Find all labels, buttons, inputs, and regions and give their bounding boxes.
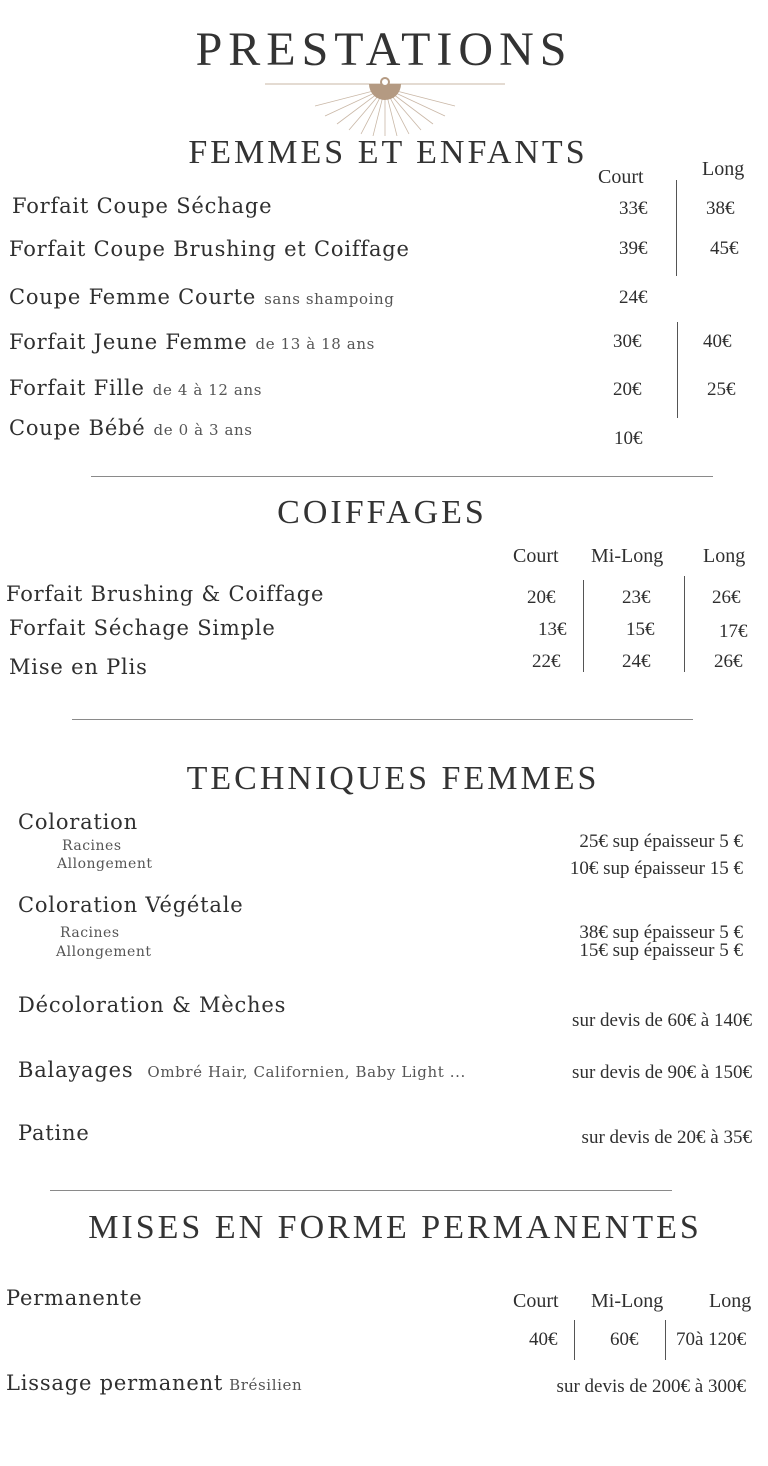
price-range: 15€ sup épaisseur 5 € <box>579 940 743 961</box>
section-title-permanentes: MISES EN FORME PERMANENTES <box>88 1209 702 1246</box>
list-item <box>9 237 410 261</box>
price-court: 33€ <box>619 198 648 219</box>
price-range: sur devis de 60€ à 140€ <box>572 1010 752 1031</box>
price-milong: 60€ <box>610 1329 639 1350</box>
list-item <box>12 194 272 218</box>
service-option: Allongement <box>57 856 153 872</box>
service-name: Coloration Végétale <box>18 893 244 917</box>
service-name: Forfait Brushing & Coiffage <box>6 582 325 606</box>
price-range: 25€ sup épaisseur 5 € <box>579 831 743 852</box>
price-range: 38€ sup épaisseur 5 € <box>579 922 743 943</box>
column-divider <box>676 180 677 276</box>
price-court: 30€ <box>613 331 642 352</box>
price-court: 20€ <box>613 379 642 400</box>
section-title-techniques: TECHNIQUES FEMMES <box>186 760 600 797</box>
price-court: 20€ <box>527 587 556 608</box>
list-item <box>18 1058 466 1082</box>
col-header-court: Court <box>513 1290 559 1312</box>
price-court: 13€ <box>538 619 567 640</box>
service-name: Coloration <box>18 810 138 834</box>
col-header-long: Long <box>703 545 746 567</box>
service-option: Racines <box>62 838 122 854</box>
price-milong: 15€ <box>626 619 655 640</box>
service-name: Patine <box>18 1121 90 1145</box>
service-name: Lissage permanent <box>6 1371 224 1395</box>
price-milong: 24€ <box>622 651 651 672</box>
service-name: Forfait Fille <box>9 376 145 400</box>
service-option: Racines <box>60 925 120 941</box>
column-divider <box>684 576 685 672</box>
section-divider <box>91 476 713 477</box>
service-option: Allongement <box>56 944 152 960</box>
col-header-milong: Mi-Long <box>591 545 664 567</box>
price-court: 40€ <box>529 1329 558 1350</box>
page-title: PRESTATIONS <box>195 23 573 76</box>
price-long: 70à 120€ <box>676 1329 747 1350</box>
list-item <box>9 330 375 354</box>
col-header-milong: Mi-Long <box>591 1290 664 1312</box>
service-note: de 4 à 12 ans <box>152 381 263 399</box>
list-item <box>9 376 262 400</box>
section-divider <box>72 719 693 720</box>
column-divider <box>677 322 678 418</box>
sunburst-ornament-icon <box>265 76 505 136</box>
section-title-coiffages: COIFFAGES <box>277 494 487 531</box>
price-long: 26€ <box>714 651 743 672</box>
section-divider <box>50 1190 672 1191</box>
col-header-court: Court <box>513 545 559 567</box>
price-long: 26€ <box>712 587 741 608</box>
service-note: de 0 à 3 ans <box>153 421 253 439</box>
list-item <box>9 285 395 309</box>
price-range: sur devis de 90€ à 150€ <box>572 1062 752 1083</box>
column-divider <box>583 580 584 672</box>
price-long: 45€ <box>710 238 739 259</box>
column-divider <box>574 1320 575 1360</box>
price-range: 10€ sup épaisseur 15 € <box>569 858 743 879</box>
col-header-long: Long <box>702 158 745 180</box>
price-range: sur devis de 20€ à 35€ <box>581 1127 752 1148</box>
column-divider <box>665 1320 666 1360</box>
service-name: Forfait Coupe Séchage <box>12 194 273 218</box>
col-header-court: Court <box>598 166 644 188</box>
service-name: Décoloration & Mèches <box>18 993 287 1017</box>
service-name: Mise en Plis <box>9 655 148 679</box>
section-title-femmes: FEMMES ET ENFANTS <box>188 134 588 171</box>
service-note: Ombré Hair, Californien, Baby Light ... <box>147 1063 466 1081</box>
service-name: Forfait Séchage Simple <box>9 616 276 640</box>
service-name: Forfait Jeune Femme <box>9 330 248 354</box>
service-name: Coupe Femme Courte <box>9 285 257 309</box>
price-court: 24€ <box>619 287 648 308</box>
service-name: Coupe Bébé <box>9 416 146 440</box>
price-court: 10€ <box>614 428 643 449</box>
service-name: Balayages <box>18 1058 134 1082</box>
price-range: sur devis de 200€ à 300€ <box>556 1376 746 1397</box>
list-item <box>9 416 253 440</box>
service-note: sans shampoing <box>264 290 395 308</box>
list-item <box>6 1371 302 1395</box>
service-name: Permanente <box>6 1286 143 1310</box>
price-long: 17€ <box>719 621 748 642</box>
price-long: 25€ <box>707 379 736 400</box>
price-court: 22€ <box>532 651 561 672</box>
price-long: 38€ <box>706 198 735 219</box>
service-note: Brésilien <box>229 1376 303 1394</box>
service-name: Forfait Coupe Brushing et Coiffage <box>9 237 410 261</box>
price-court: 39€ <box>619 238 648 259</box>
price-long: 40€ <box>703 331 732 352</box>
price-milong: 23€ <box>622 587 651 608</box>
service-note: de 13 à 18 ans <box>255 335 375 353</box>
col-header-long: Long <box>709 1290 752 1312</box>
